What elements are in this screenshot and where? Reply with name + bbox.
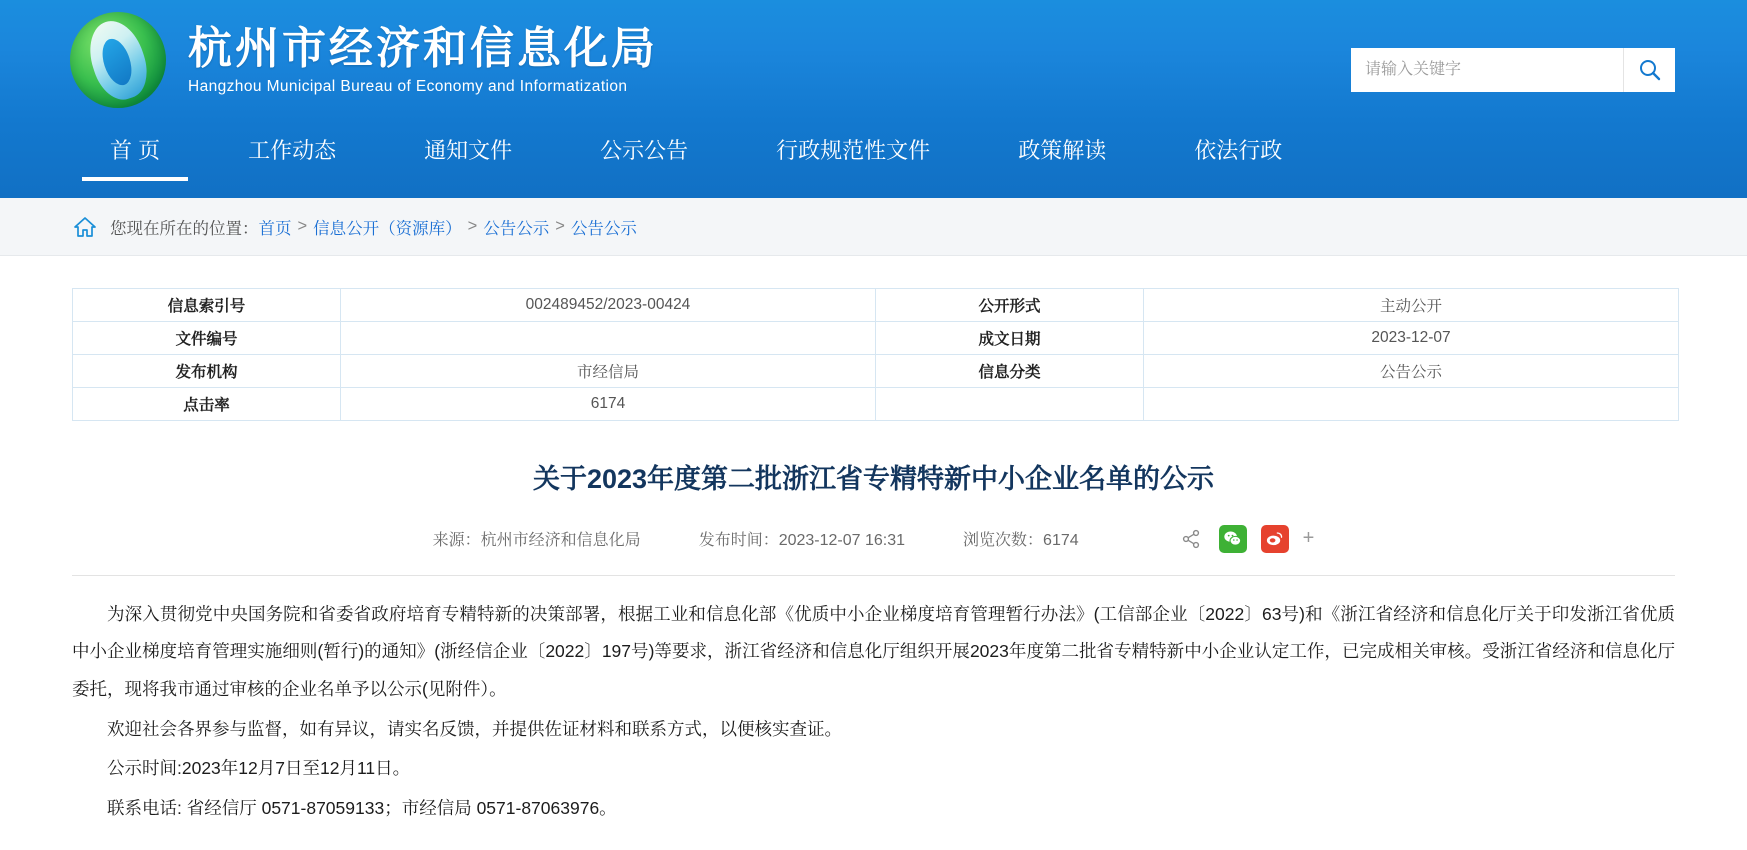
meta-value-publisher: 市经信局 — [341, 355, 876, 388]
nav-item-public-announcements[interactable]: 公示公告 — [600, 138, 689, 163]
breadcrumb-separator-1: > — [467, 217, 478, 235]
meta-source-label: 来源： — [432, 532, 481, 550]
article-meta — [72, 525, 1675, 553]
meta-label-click-rate: 点击率 — [73, 388, 341, 421]
table-row — [73, 355, 1679, 388]
globe-leaf-logo-icon — [70, 12, 166, 108]
wechat-icon[interactable] — [1219, 525, 1247, 553]
breadcrumb-prefix: 您现在所在的位置： — [110, 219, 259, 238]
main-nav — [0, 120, 1747, 198]
search-button[interactable] — [1623, 48, 1675, 92]
article-divider — [72, 575, 1675, 576]
breadcrumb-item-1[interactable]: 信息公开（资源库） — [313, 219, 462, 238]
meta-label-written-date: 成文日期 — [876, 322, 1144, 355]
search-icon — [1637, 57, 1663, 83]
breadcrumb-separator-0: > — [297, 217, 308, 235]
meta-value-disclosure-form: 主动公开 — [1144, 289, 1679, 322]
nav-item-lawful-administration[interactable]: 依法行政 — [1194, 138, 1283, 163]
meta-label-doc-no: 文件编号 — [73, 322, 341, 355]
site-logo[interactable] — [70, 12, 658, 108]
meta-label-index-no: 信息索引号 — [73, 289, 341, 322]
site-header — [0, 0, 1747, 120]
meta-publish-time — [699, 527, 905, 550]
breadcrumb-item-3[interactable]: 公告公示 — [570, 219, 637, 238]
search-input[interactable] — [1351, 48, 1623, 92]
meta-value-index-no: 002489452/2023-00424 — [341, 289, 876, 322]
search-box — [1351, 48, 1675, 92]
weibo-icon[interactable] — [1261, 525, 1289, 553]
content-area — [0, 288, 1747, 828]
nav-item-policy-interpretation[interactable]: 政策解读 — [1018, 138, 1107, 163]
share-nodes-icon[interactable] — [1177, 525, 1205, 553]
meta-source — [433, 527, 641, 550]
meta-label-disclosure-form: 公开形式 — [876, 289, 1144, 322]
share-group — [1177, 525, 1315, 553]
breadcrumb-item-2[interactable]: 公告公示 — [483, 219, 550, 238]
article-paragraph-2: 欢迎社会各界参与监督，如有异议，请实名反馈，并提供佐证材料和联系方式，以便核实查证。 — [107, 718, 842, 739]
meta-empty-cell-1 — [876, 388, 1144, 421]
article-paragraph-4: 联系电话: 省经信厅 0571-87059133；市经信局 0571-87063976。 — [107, 797, 617, 818]
breadcrumb-separator-2: > — [555, 217, 565, 235]
site-title-en: Hangzhou Municipal Bureau of Economy and Informatization — [188, 78, 628, 96]
meta-date-label: 发布时间： — [698, 532, 779, 550]
breadcrumb — [0, 198, 1747, 256]
share-more-button[interactable]: + — [1302, 527, 1315, 550]
home-icon[interactable] — [72, 215, 98, 239]
meta-value-doc-no — [341, 322, 876, 355]
table-row — [73, 388, 1679, 421]
nav-item-work-news[interactable]: 工作动态 — [248, 138, 337, 163]
article-paragraph-3: 公示时间:2023年12月7日至12月11日。 — [107, 758, 411, 779]
document-metadata-table — [72, 288, 1679, 421]
meta-views — [963, 527, 1079, 550]
breadcrumb-item-0[interactable]: 首页 — [258, 219, 292, 238]
meta-value-written-date: 2023-12-07 — [1144, 322, 1679, 355]
meta-value-click-rate: 6174 — [341, 388, 876, 421]
meta-views-value: 6174 — [1043, 532, 1079, 550]
meta-label-publisher: 发布机构 — [73, 355, 341, 388]
article-paragraph-1: 为深入贯彻党中央国务院和省委省政府培育专精特新的决策部署，根据工业和信息化部《优质中小企业梯度培育管理暂行办法》(工信部企业〔2022〕63号)和《浙江省经济和信息化厅关于印发浙江省优质中小企业梯度培育管理实施细则(暂行)的通知》(浙经信企业〔2022〕197号)等要求，浙江省经济和信息化厅组织开展2023年度第二批省专精特新中小企业认定工作，已完成相关审核。受浙江省经济和信息化厅委托，现将我市通过审核的企业名单予以公示(见附件）。 — [72, 603, 1675, 700]
nav-item-home[interactable]: 首 页 — [110, 120, 160, 181]
meta-views-label: 浏览次数： — [963, 532, 1044, 550]
site-title-block — [188, 24, 658, 97]
meta-value-category: 公告公示 — [1144, 355, 1679, 388]
page-title: 关于2023年度第二批浙江省专精特新中小企业名单的公示 — [532, 464, 1215, 494]
article-body — [72, 596, 1675, 828]
nav-item-administrative-docs[interactable]: 行政规范性文件 — [776, 138, 931, 163]
meta-source-value: 杭州市经济和信息化局 — [480, 532, 641, 550]
meta-label-category: 信息分类 — [876, 355, 1144, 388]
site-title-cn: 杭州市经济和信息化局 — [188, 23, 658, 73]
table-row — [73, 289, 1679, 322]
table-row — [73, 322, 1679, 355]
meta-date-value: 2023-12-07 16:31 — [778, 532, 906, 550]
meta-empty-cell-2 — [1144, 388, 1679, 421]
nav-item-notice-docs[interactable]: 通知文件 — [424, 138, 513, 163]
